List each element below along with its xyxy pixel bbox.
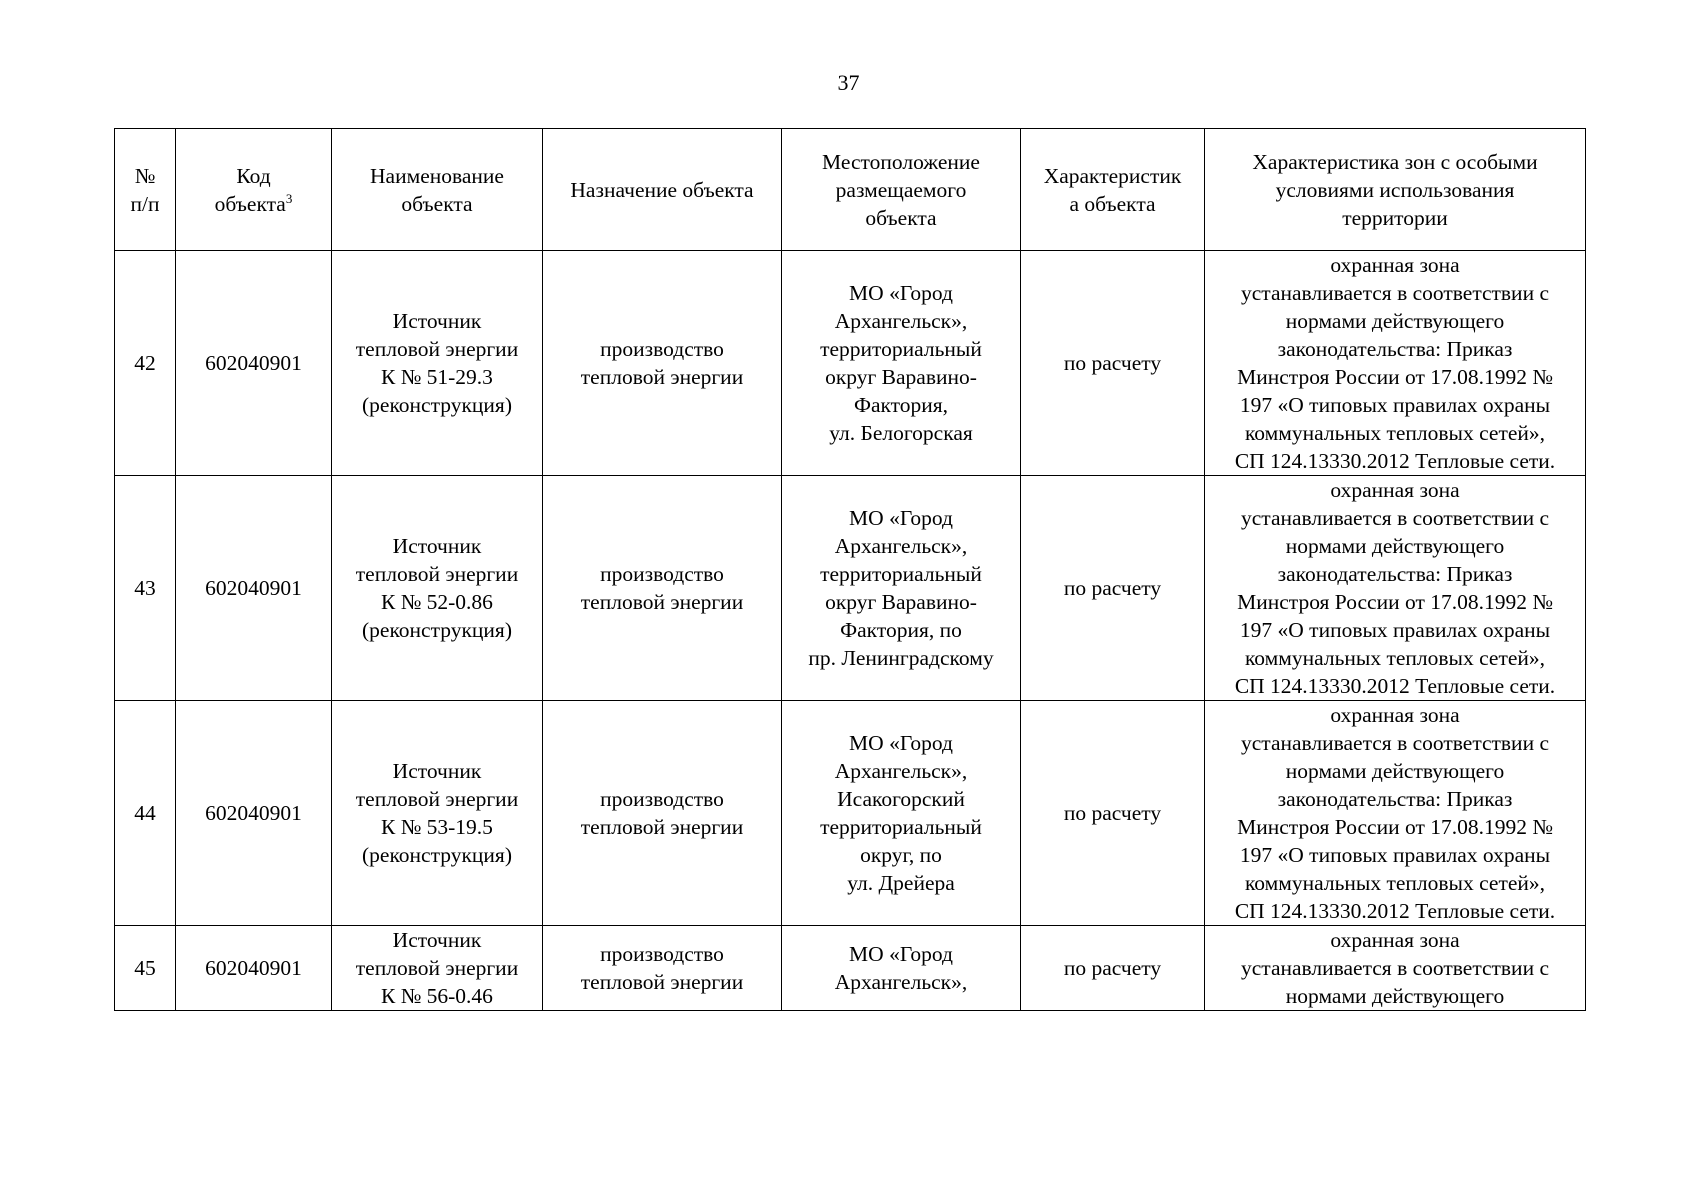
cell-line: Местоположение	[822, 149, 980, 174]
cell-line: Характеристик	[1043, 163, 1182, 188]
cell-line: нормами действующего	[1285, 309, 1505, 333]
cell-line: территории	[1342, 205, 1448, 230]
cell-code: 602040901	[176, 701, 332, 926]
cell-line: территориальный	[820, 337, 982, 361]
cell-line: п/п	[130, 191, 160, 216]
cell-line: Минстроя России от 17.08.1992 №	[1237, 590, 1553, 614]
cell-line: Архангельск»,	[834, 534, 968, 558]
cell-number: 45	[115, 926, 176, 1011]
cell-line: К № 52-0.86	[381, 590, 493, 614]
cell-line: тепловой энергии	[355, 956, 519, 980]
cell-line: Характеристика зон с особыми	[1252, 149, 1538, 174]
cell-line: производство	[600, 942, 724, 966]
cell-line: тепловой энергии	[580, 590, 744, 614]
cell-line: К № 56-0.46	[381, 984, 493, 1008]
cell-line: размещаемого	[835, 177, 967, 202]
cell-line: по расчету	[1063, 351, 1162, 375]
cell-line: Источник	[392, 309, 482, 333]
header-characteristic	[1021, 129, 1205, 251]
cell-line: Архангельск»,	[834, 759, 968, 783]
header-code	[176, 129, 332, 251]
table-row	[115, 476, 1586, 701]
cell-line: Назначение объекта	[570, 177, 754, 202]
cell-line: округ Варавино-	[825, 590, 977, 614]
header-purpose	[543, 129, 782, 251]
cell-line: условиями использования	[1275, 177, 1515, 202]
cell-line: охранная зона	[1330, 928, 1460, 952]
cell-number: 42	[115, 251, 176, 476]
header-characteristic-lines	[1025, 162, 1200, 218]
header-name	[332, 129, 543, 251]
table-row	[115, 251, 1586, 476]
cell-line: территориальный	[820, 815, 982, 839]
cell-line: по расчету	[1063, 956, 1162, 980]
cell-line: коммунальных тепловых сетей»,	[1244, 646, 1546, 670]
cell-number: 43	[115, 476, 176, 701]
cell-line: 197 «О типовых правилах охраны	[1239, 618, 1551, 642]
cell-line: законодательства: Приказ	[1277, 562, 1513, 586]
cell-line: Исакогорский	[837, 787, 965, 811]
cell-characteristic	[1021, 926, 1205, 1011]
cell-line: ул. Белогорская	[829, 421, 973, 445]
cell-line: производство	[600, 787, 724, 811]
cell-line: тепловой энергии	[580, 815, 744, 839]
header-number-lines	[119, 162, 171, 218]
cell-purpose	[543, 476, 782, 701]
cell-code: 602040901	[176, 476, 332, 701]
cell-line: К № 51-29.3	[381, 365, 493, 389]
cell-line: по расчету	[1063, 576, 1162, 600]
cell-line: Источник	[392, 534, 482, 558]
cell-line: Источник	[392, 759, 482, 783]
cell-line: пр. Ленинградскому	[808, 646, 994, 670]
cell-location	[782, 476, 1021, 701]
header-code-line-1: Код	[236, 163, 271, 188]
cell-line: тепловой энергии	[580, 970, 744, 994]
cell-purpose	[543, 251, 782, 476]
table-row	[115, 926, 1586, 1011]
cell-line: коммунальных тепловых сетей»,	[1244, 421, 1546, 445]
cell-line: СП 124.13330.2012 Тепловые сети.	[1234, 899, 1556, 923]
page-number: 37	[837, 70, 860, 95]
cell-line: Наименование	[370, 163, 504, 188]
cell-line: охранная зона	[1330, 478, 1460, 502]
cell-line: Архангельск»,	[834, 309, 968, 333]
cell-line: МО «Город	[849, 942, 953, 966]
header-zones	[1205, 129, 1586, 251]
cell-line: нормами действующего	[1285, 759, 1505, 783]
cell-line: Архангельск»,	[834, 970, 968, 994]
header-name-lines	[336, 162, 538, 218]
cell-line: по расчету	[1063, 801, 1162, 825]
cell-line: 197 «О типовых правилах охраны	[1239, 393, 1551, 417]
cell-name	[332, 701, 543, 926]
cell-line: Источник	[392, 928, 482, 952]
header-zones-lines	[1209, 148, 1581, 232]
cell-name	[332, 476, 543, 701]
cell-line: нормами действующего	[1285, 534, 1505, 558]
cell-line: округ Варавино-	[825, 365, 977, 389]
cell-code: 602040901	[176, 926, 332, 1011]
cell-zones	[1205, 701, 1586, 926]
cell-line: территориальный	[820, 562, 982, 586]
cell-line: (реконструкция)	[362, 393, 512, 417]
cell-line: №	[134, 163, 156, 188]
cell-zones	[1205, 926, 1586, 1011]
objects-table	[114, 128, 1586, 1011]
header-location	[782, 129, 1021, 251]
cell-line: производство	[600, 562, 724, 586]
cell-line: законодательства: Приказ	[1277, 787, 1513, 811]
cell-line: СП 124.13330.2012 Тепловые сети.	[1234, 674, 1556, 698]
cell-line: 197 «О типовых правилах охраны	[1239, 843, 1551, 867]
cell-location	[782, 251, 1021, 476]
cell-line: охранная зона	[1330, 703, 1460, 727]
cell-line: а объекта	[1069, 191, 1156, 216]
cell-characteristic	[1021, 251, 1205, 476]
cell-purpose	[543, 926, 782, 1011]
cell-line: МО «Город	[849, 731, 953, 755]
footnote-marker: 3	[285, 190, 293, 206]
cell-line: (реконструкция)	[362, 618, 512, 642]
cell-line: тепловой энергии	[355, 787, 519, 811]
cell-zones	[1205, 476, 1586, 701]
cell-line: Минстроя России от 17.08.1992 №	[1237, 365, 1553, 389]
cell-line: коммунальных тепловых сетей»,	[1244, 871, 1546, 895]
cell-line: Фактория,	[853, 393, 949, 417]
cell-line: тепловой энергии	[355, 337, 519, 361]
cell-line: К № 53-19.5	[381, 815, 493, 839]
table-header-row	[115, 129, 1586, 251]
cell-line: устанавливается в соответствии с	[1241, 281, 1549, 305]
header-code-line-2: объекта	[214, 191, 286, 216]
cell-name	[332, 926, 543, 1011]
cell-line: законодательства: Приказ	[1277, 337, 1513, 361]
cell-line: устанавливается в соответствии с	[1241, 506, 1549, 530]
table-row	[115, 701, 1586, 926]
cell-characteristic	[1021, 701, 1205, 926]
cell-code: 602040901	[176, 251, 332, 476]
cell-zones	[1205, 251, 1586, 476]
cell-line: Минстроя России от 17.08.1992 №	[1237, 815, 1553, 839]
cell-line: нормами действующего	[1285, 984, 1505, 1008]
cell-characteristic	[1021, 476, 1205, 701]
cell-line: (реконструкция)	[362, 843, 512, 867]
cell-line: СП 124.13330.2012 Тепловые сети.	[1234, 449, 1556, 473]
cell-line: устанавливается в соответствии с	[1241, 731, 1549, 755]
cell-line: объекта	[865, 205, 937, 230]
cell-line: ул. Дрейера	[847, 871, 955, 895]
header-location-lines	[786, 148, 1016, 232]
cell-number: 44	[115, 701, 176, 926]
cell-line: устанавливается в соответствии с	[1241, 956, 1549, 980]
cell-line: МО «Город	[849, 506, 953, 530]
cell-line: охранная зона	[1330, 253, 1460, 277]
cell-location	[782, 926, 1021, 1011]
header-number	[115, 129, 176, 251]
cell-location	[782, 701, 1021, 926]
cell-line: МО «Город	[849, 281, 953, 305]
cell-line: округ, по	[860, 843, 942, 867]
cell-line: объекта	[401, 191, 473, 216]
cell-line: производство	[600, 337, 724, 361]
cell-line: тепловой энергии	[355, 562, 519, 586]
cell-name	[332, 251, 543, 476]
cell-line: Фактория, по	[840, 618, 962, 642]
cell-purpose	[543, 701, 782, 926]
header-purpose-lines	[547, 176, 777, 204]
cell-line: тепловой энергии	[580, 365, 744, 389]
